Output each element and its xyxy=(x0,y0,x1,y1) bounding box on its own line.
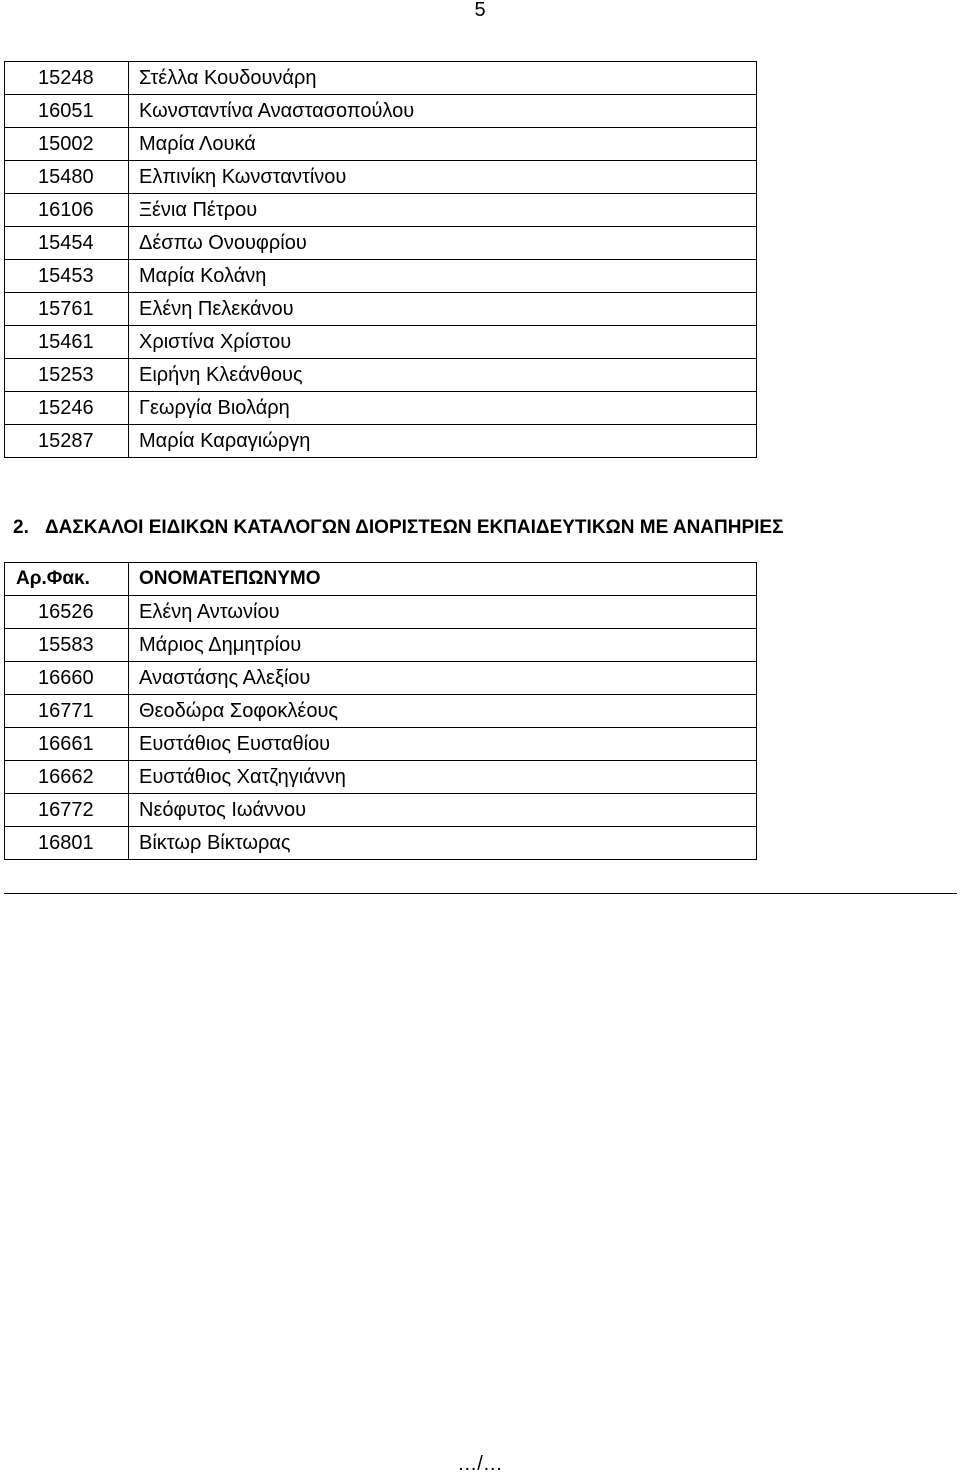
file-number-cell: 15002 xyxy=(5,128,129,161)
file-number-cell: 16662 xyxy=(5,761,129,794)
table-row xyxy=(5,62,757,95)
full-name-cell: Δέσπω Ονουφρίου xyxy=(129,227,757,260)
table-row xyxy=(5,629,757,662)
file-number-cell: 15248 xyxy=(5,62,129,95)
full-name-cell: Μάριος Δημητρίου xyxy=(129,629,757,662)
table-row xyxy=(5,761,757,794)
full-name-cell: Κωνσταντίνα Αναστασοπούλου xyxy=(129,95,757,128)
table-row xyxy=(5,95,757,128)
file-number-cell: 16051 xyxy=(5,95,129,128)
full-name-cell: Ευστάθιος Χατζηγιάννη xyxy=(129,761,757,794)
table-row xyxy=(5,596,757,629)
special-list-table xyxy=(4,562,757,860)
table-row xyxy=(5,425,757,458)
horizontal-divider xyxy=(4,893,957,894)
full-name-cell: Νεόφυτος Ιωάννου xyxy=(129,794,757,827)
full-name-cell: Ελένη Πελεκάνου xyxy=(129,293,757,326)
file-number-cell: 15583 xyxy=(5,629,129,662)
file-number-cell: 15287 xyxy=(5,425,129,458)
table-row xyxy=(5,128,757,161)
full-name-cell: Ελπινίκη Κωνσταντίνου xyxy=(129,161,757,194)
header-full-name: ΟΝΟΜΑΤΕΠΩΝΥΜΟ xyxy=(129,563,757,596)
table-row xyxy=(5,695,757,728)
table-row xyxy=(5,794,757,827)
file-number-cell: 15761 xyxy=(5,293,129,326)
continuation-mark: …/… xyxy=(457,1453,503,1475)
section-title: ΔΑΣΚΑΛΟΙ ΕΙΔΙΚΩΝ ΚΑΤΑΛΟΓΩΝ ΔΙΟΡΙΣΤΕΩΝ ΕΚΠΑΙΔΕΥΤΙΚΩΝ ΜΕ ΑΝΑΠΗΡΙΕΣ xyxy=(45,517,784,538)
full-name-cell: Μαρία Λουκά xyxy=(129,128,757,161)
file-number-cell: 16772 xyxy=(5,794,129,827)
table-row xyxy=(5,359,757,392)
file-number-cell: 16660 xyxy=(5,662,129,695)
full-name-cell: Ειρήνη Κλεάνθους xyxy=(129,359,757,392)
full-name-cell: Ελένη Αντωνίου xyxy=(129,596,757,629)
header-file-number: Αρ.Φακ. xyxy=(5,563,129,596)
table-row xyxy=(5,392,757,425)
file-number-cell: 15246 xyxy=(5,392,129,425)
full-name-cell: Μαρία Κολάνη xyxy=(129,260,757,293)
file-number-cell: 16801 xyxy=(5,827,129,860)
full-name-cell: Χριστίνα Χρίστου xyxy=(129,326,757,359)
file-number-cell: 16526 xyxy=(5,596,129,629)
full-name-cell: Μαρία Καραγιώργη xyxy=(129,425,757,458)
teacher-list-body xyxy=(5,62,757,458)
table-row xyxy=(5,260,757,293)
table-row xyxy=(5,662,757,695)
full-name-cell: Θεοδώρα Σοφοκλέους xyxy=(129,695,757,728)
file-number-cell: 15453 xyxy=(5,260,129,293)
file-number-cell: 16771 xyxy=(5,695,129,728)
section-number: 2. xyxy=(13,517,29,538)
table-row xyxy=(5,194,757,227)
table-row xyxy=(5,293,757,326)
full-name-cell: Ευστάθιος Ευσταθίου xyxy=(129,728,757,761)
table-row xyxy=(5,227,757,260)
file-number-cell: 16106 xyxy=(5,194,129,227)
full-name-cell: Γεωργία Βιολάρη xyxy=(129,392,757,425)
table-row xyxy=(5,827,757,860)
table-row xyxy=(5,728,757,761)
special-list-body xyxy=(5,563,757,860)
teacher-list-table xyxy=(4,61,757,458)
file-number-cell: 15253 xyxy=(5,359,129,392)
full-name-cell: Βίκτωρ Βίκτωρας xyxy=(129,827,757,860)
table-header-row xyxy=(5,563,757,596)
full-name-cell: Αναστάσης Αλεξίου xyxy=(129,662,757,695)
section-heading xyxy=(13,516,783,540)
file-number-cell: 15461 xyxy=(5,326,129,359)
file-number-cell: 15454 xyxy=(5,227,129,260)
file-number-cell: 16661 xyxy=(5,728,129,761)
page-number: 5 xyxy=(474,0,486,21)
file-number-cell: 15480 xyxy=(5,161,129,194)
table-row xyxy=(5,161,757,194)
table-row xyxy=(5,326,757,359)
full-name-cell: Ξένια Πέτρου xyxy=(129,194,757,227)
full-name-cell: Στέλλα Κουδουνάρη xyxy=(129,62,757,95)
